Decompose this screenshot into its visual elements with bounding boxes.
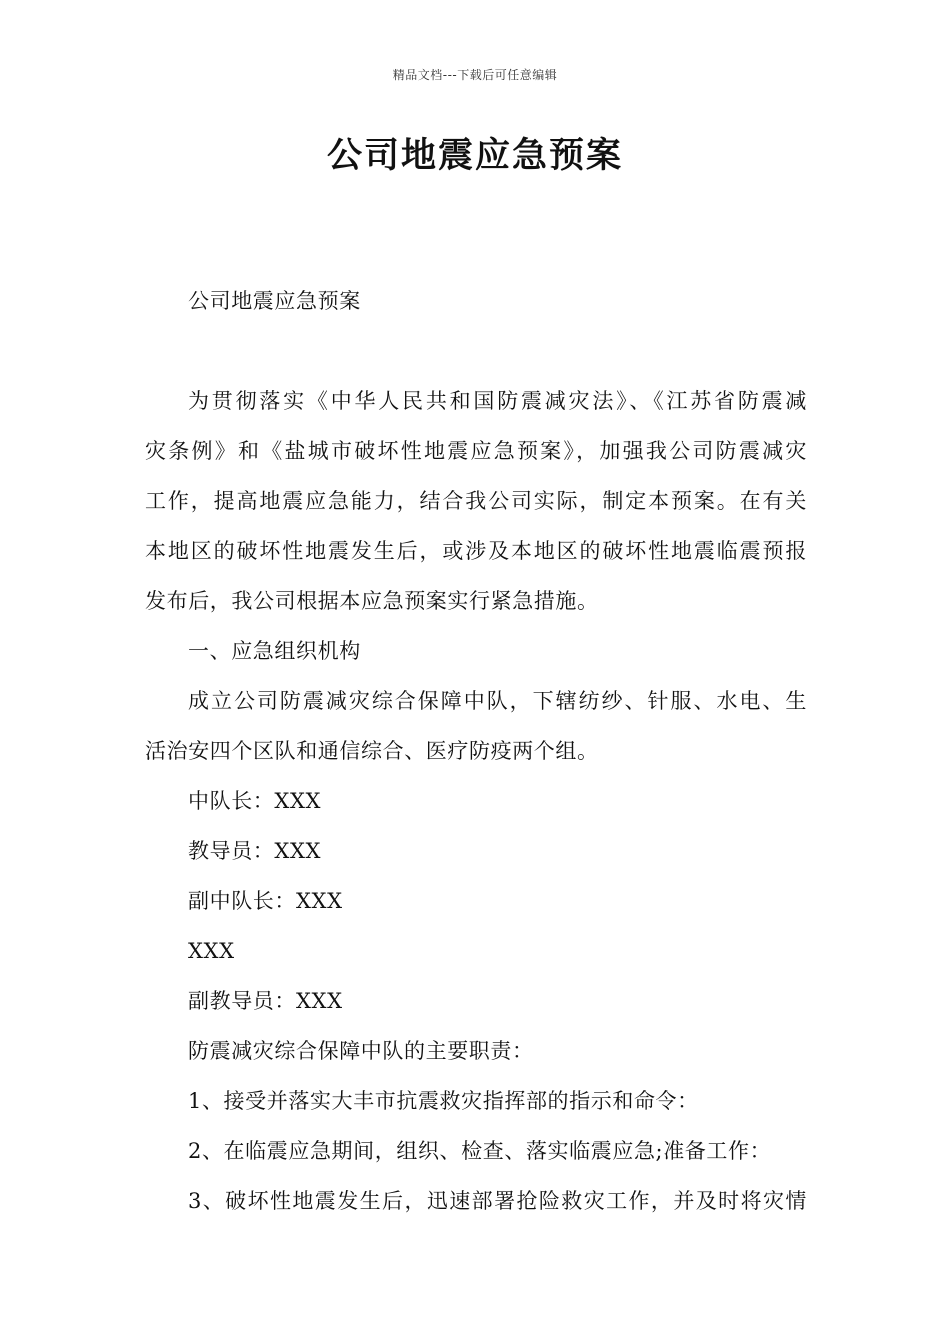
paragraph-line: 活治安四个区队和通信综合、医疗防疫两个组。 <box>145 739 599 763</box>
paragraph-line: 灾条例》和《盐城市破坏性地震应急预案》，加强我公司防震减灾 <box>145 439 807 463</box>
paragraph-line: 成立公司防震减灾综合保障中队，下辖纺纱、针服、水电、生 <box>188 689 807 713</box>
roster-line: 中队长：XXX <box>188 789 322 813</box>
paragraph-line: 本地区的破坏性地震发生后，或涉及本地区的破坏性地震临震预报 <box>145 539 807 563</box>
duty-item: 3、破坏性地震发生后，迅速部署抢险救灾工作，并及时将灾情 <box>188 1189 807 1213</box>
roster-line: 副教导员：XXX <box>188 989 343 1013</box>
header-note: 精品文档---下载后可任意编辑 <box>392 68 558 82</box>
subtitle: 公司地震应急预案 <box>188 289 361 313</box>
paragraph-line: 为贯彻落实《中华人民共和国防震减灾法》、《江苏省防震减 <box>188 389 807 413</box>
duties-heading: 防震减灾综合保障中队的主要职责： <box>188 1039 534 1063</box>
roster-line: XXX <box>188 939 235 963</box>
section-heading: 一、应急组织机构 <box>188 639 361 663</box>
duty-item: 1、接受并落实大丰市抗震救灾指挥部的指示和命令： <box>188 1089 699 1113</box>
document-title: 公司地震应急预案 <box>326 136 623 176</box>
roster-line: 副中队长：XXX <box>188 889 343 913</box>
duty-item: 2、在临震应急期间，组织、检查、落实临震应急;准备工作： <box>188 1139 772 1163</box>
paragraph-line: 发布后，我公司根据本应急预案实行紧急措施。 <box>145 589 599 613</box>
paragraph-line: 工作，提高地震应急能力，结合我公司实际，制定本预案。在有关 <box>145 489 807 513</box>
roster-line: 教导员：XXX <box>188 839 322 863</box>
